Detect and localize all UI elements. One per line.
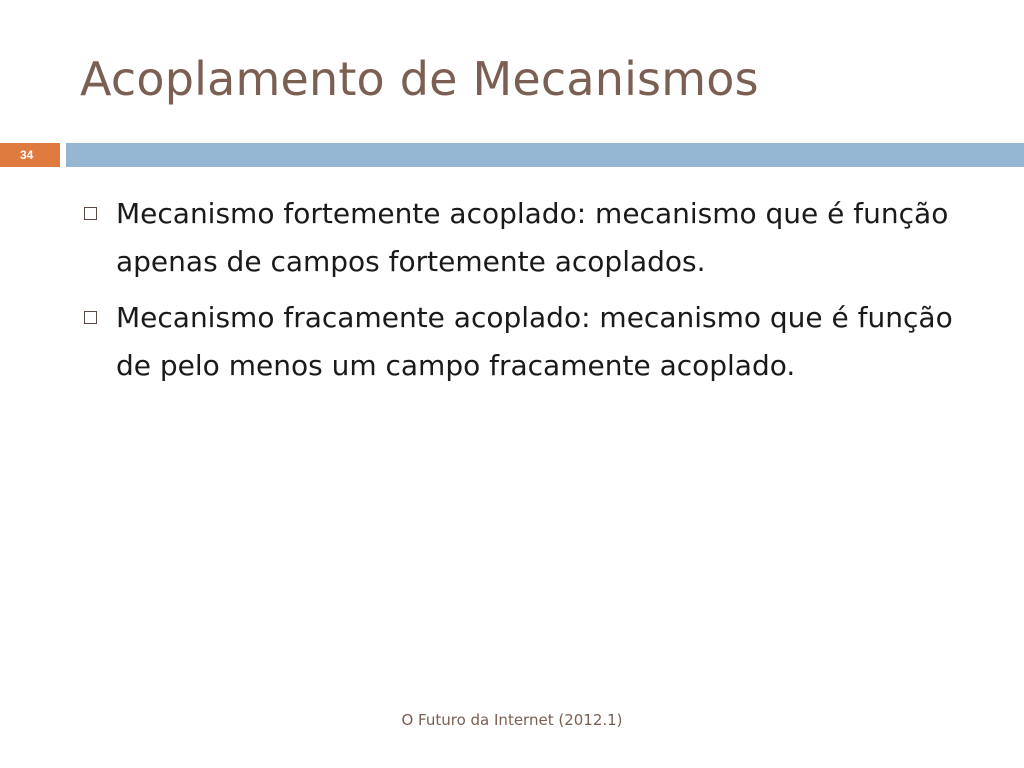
square-bullet-icon [84, 311, 97, 324]
bullet-text: Mecanismo fortemente acoplado: mecanismo que é função apenas de campos fortemente acoplados. [116, 197, 949, 278]
bullet-item [80, 190, 980, 286]
slide-title: Acoplamento de Mecanismos [80, 52, 759, 106]
slide-number-badge [0, 143, 60, 167]
slide-footer: O Futuro da Internet (2012.1) [401, 711, 623, 729]
slide-number: 34 [20, 148, 34, 162]
bullet-list [80, 190, 980, 398]
title-divider-bar [66, 143, 1024, 167]
bullet-text: Mecanismo fracamente acoplado: mecanismo que é função de pelo menos um campo fracamente acoplado. [116, 301, 953, 382]
bullet-item [80, 294, 980, 390]
square-bullet-icon [84, 207, 97, 220]
